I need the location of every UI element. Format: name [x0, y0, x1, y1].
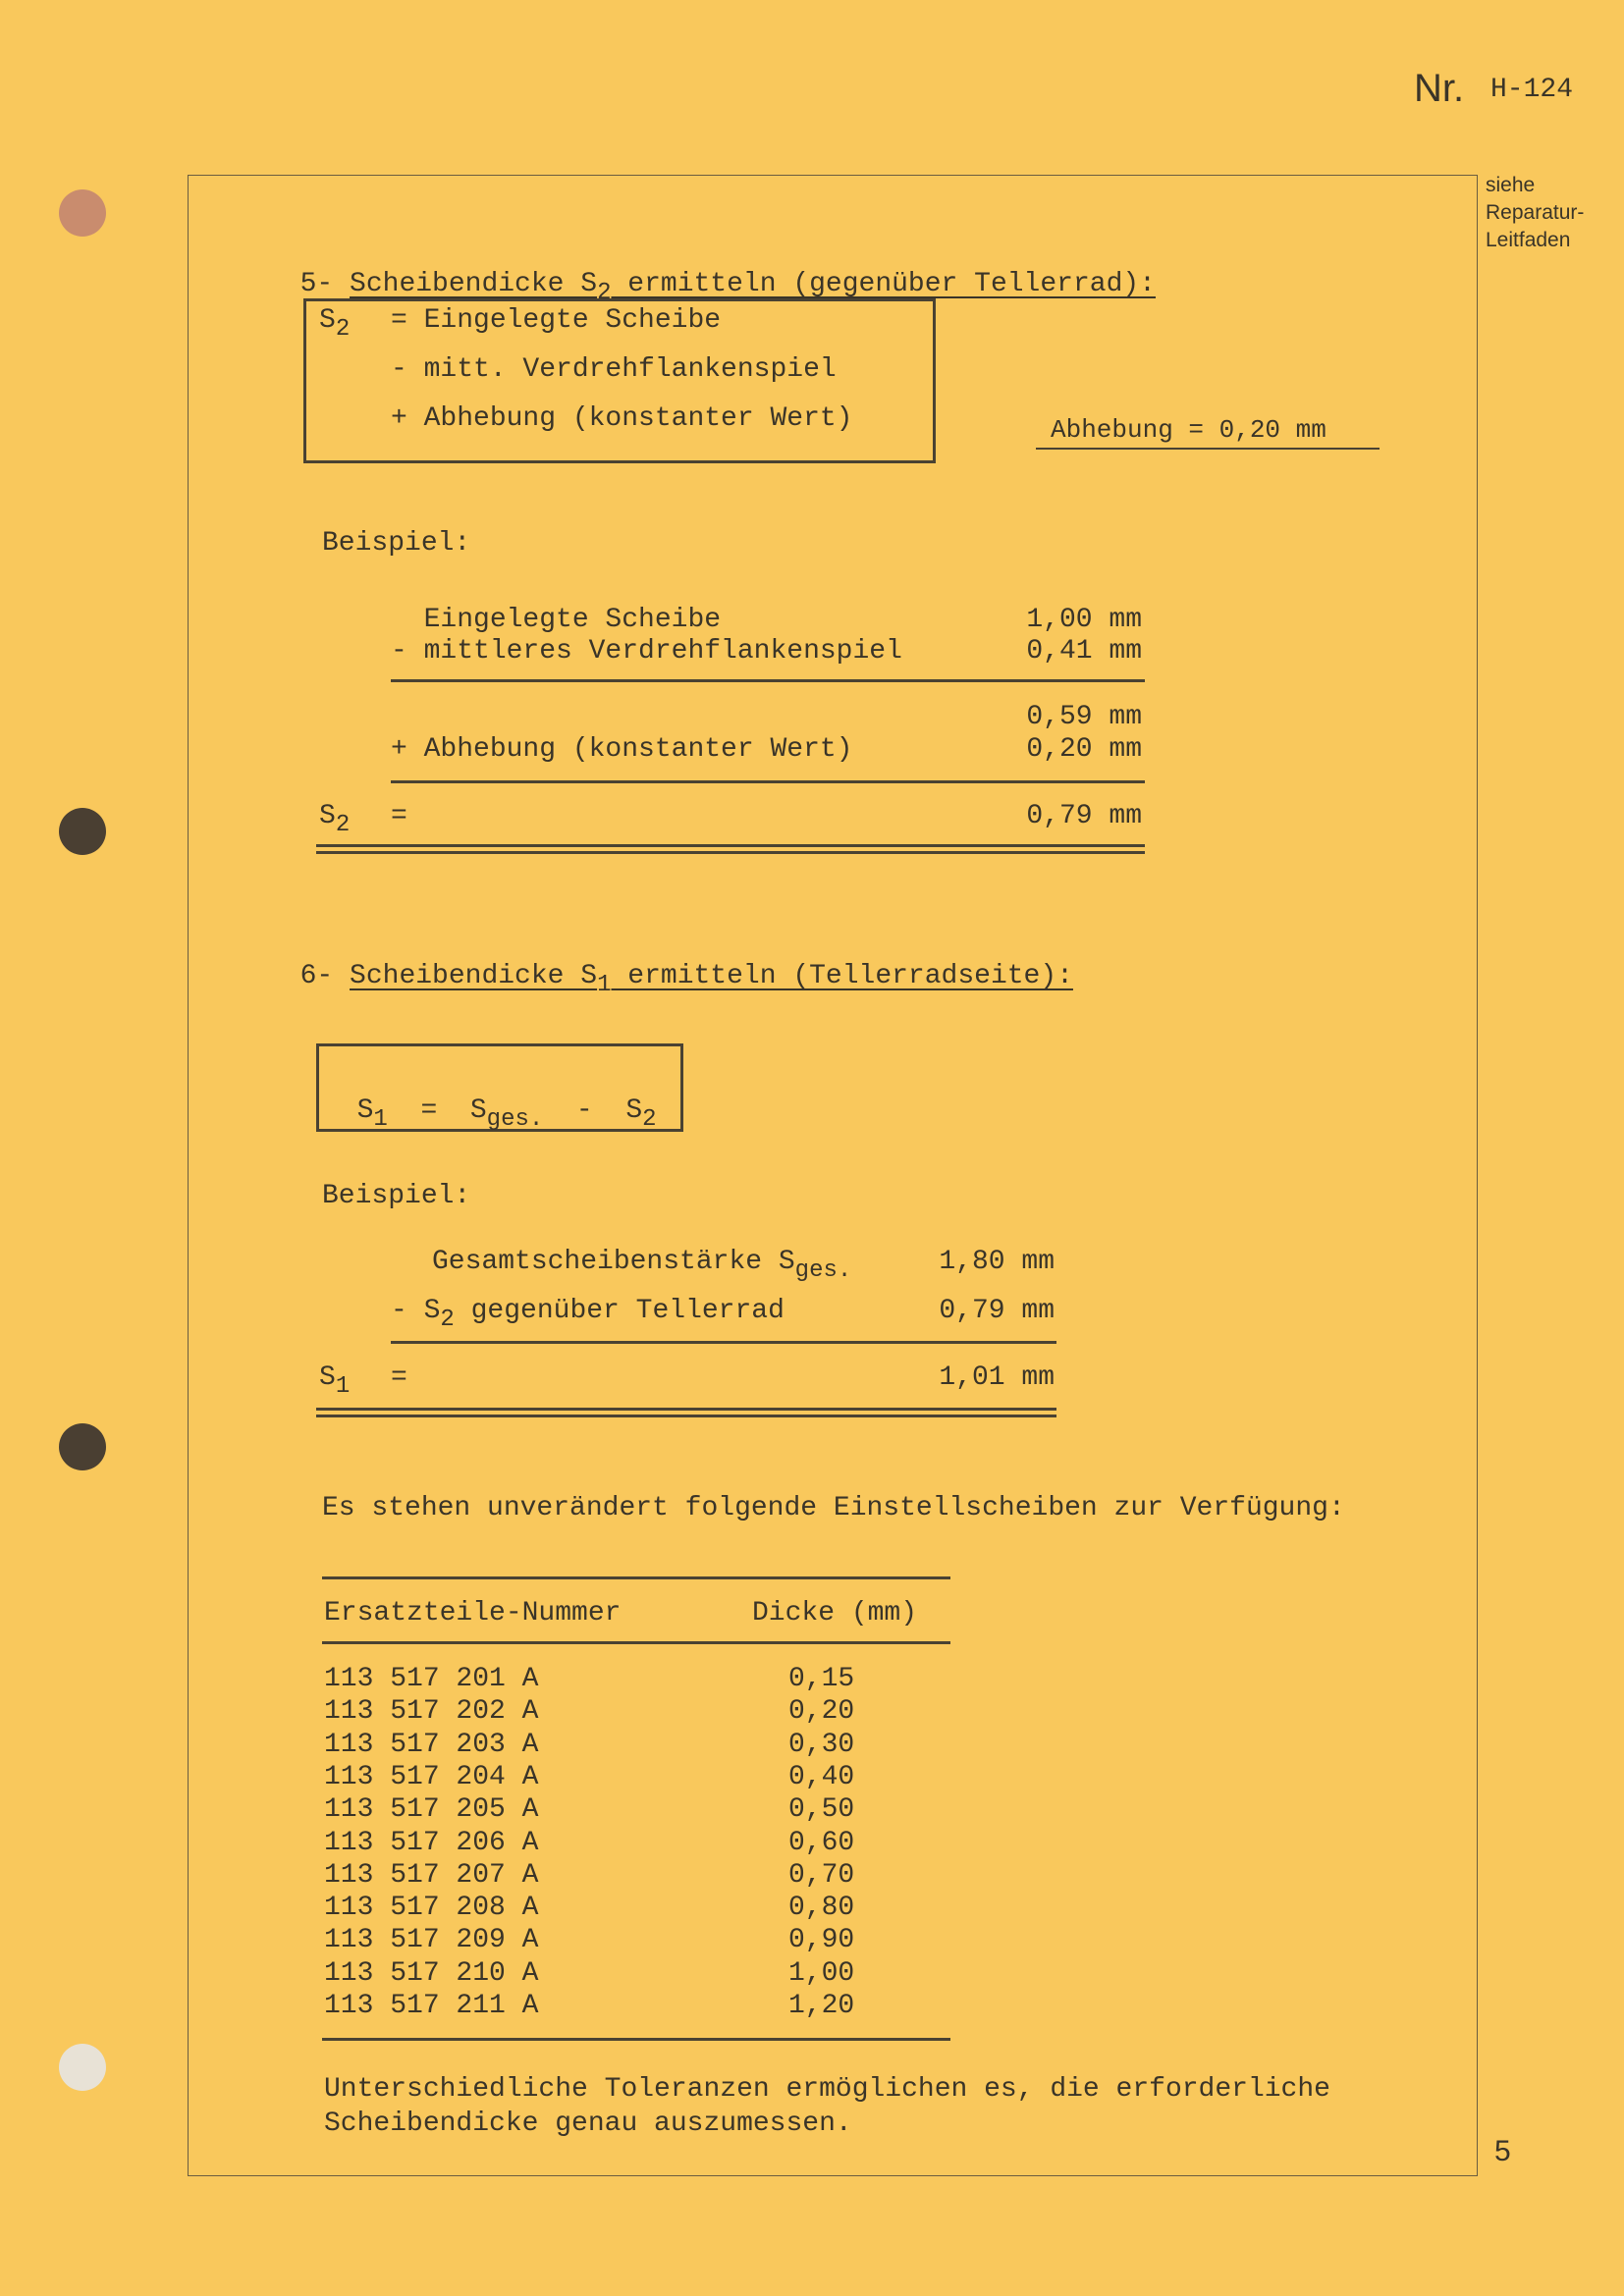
section-6-title — [267, 935, 1073, 997]
table-cell-part-number: 113 517 207 A — [324, 1859, 539, 1891]
table-cell-part-number: 113 517 204 A — [324, 1761, 539, 1792]
result-double-line — [316, 851, 1145, 854]
example6-row2-label: - $S_2$ gegenüber Tellerrad — [391, 1296, 785, 1333]
table-cell-part-number: 113 517 206 A — [324, 1827, 539, 1858]
table-header-rule — [322, 1641, 950, 1644]
example-row-value: 0,59 mm — [1026, 702, 1142, 732]
punch-hole-middle — [59, 808, 106, 855]
result-double-line — [316, 1415, 1056, 1417]
side-note-line: Leitfaden — [1486, 229, 1571, 251]
example-row-label: - mittleres Verdrehflankenspiel — [391, 636, 902, 667]
section-5-number: 5- — [299, 269, 351, 299]
example-row-label: + Abhebung (konstanter Wert) — [391, 734, 853, 765]
footer-line: Unterschiedliche Toleranzen ermöglichen es, die erforderliche — [324, 2074, 1330, 2105]
side-note-line: siehe — [1486, 174, 1536, 196]
table-cell-thickness: 0,60 — [788, 1827, 855, 1858]
formula-s2-line3: + Abhebung (konstanter Wert) — [391, 403, 853, 434]
result-s1-equals: = — [391, 1362, 407, 1393]
punch-hole-lower — [59, 1423, 106, 1470]
subtotal-line — [391, 1341, 1056, 1344]
doc-number-label: Nr. — [1414, 67, 1465, 110]
table-cell-part-number: 113 517 201 A — [324, 1664, 539, 1694]
section-6-number: 6- — [299, 961, 351, 991]
table-cell-part-number: 113 517 202 A — [324, 1696, 539, 1728]
table-cell-part-number: 113 517 211 A — [324, 1991, 539, 2021]
formula-s2-symbol: $S_2$ — [319, 305, 351, 343]
table-cell-thickness: 0,15 — [788, 1664, 855, 1694]
result-s1-symbol: $S_1$ — [319, 1362, 351, 1400]
table-cell-part-number: 113 517 203 A — [324, 1729, 539, 1760]
side-note — [1486, 172, 1584, 254]
punch-hole-bottom — [59, 2044, 106, 2091]
doc-number-value: H-124 — [1490, 75, 1574, 105]
table-cell-part-number: 113 517 210 A — [324, 1957, 539, 1989]
table-cell-thickness: 0,70 — [788, 1859, 855, 1891]
example-row-value: 0,41 mm — [1026, 636, 1142, 667]
table-cell-thickness: 0,50 — [788, 1794, 855, 1826]
result-s2-value: 0,79 mm — [1026, 801, 1142, 831]
abhebung-underline — [1036, 448, 1380, 450]
example-label-5: Beispiel: — [322, 528, 471, 559]
formula-s2-line2: - mitt. Verdrehflankenspiel — [391, 354, 837, 385]
table-top-rule — [322, 1576, 950, 1579]
table-cell-part-number: 113 517 205 A — [324, 1794, 539, 1826]
table-bottom-rule — [322, 2038, 950, 2041]
subtotal-line — [391, 679, 1145, 682]
formula-s1: $S_1 = S_{ges.} - S_2$ — [356, 1095, 657, 1133]
example6-row2-value: 0,79 mm — [939, 1296, 1055, 1326]
section-5-heading: Scheibendicke $S_2$ ermitteln (gegenüber Tellerrad): — [350, 269, 1156, 306]
section-6-heading: Scheibendicke $S_1$ ermitteln (Tellerradseite): — [350, 961, 1073, 998]
table-cell-part-number: 113 517 209 A — [324, 1925, 539, 1956]
side-note-line: Reparatur- — [1486, 201, 1585, 224]
example6-row1-value: 1,80 mm — [939, 1247, 1055, 1277]
example-row-value: 0,20 mm — [1026, 734, 1142, 765]
result-double-line — [316, 844, 1145, 847]
result-double-line — [316, 1408, 1056, 1411]
table-cell-thickness: 1,20 — [788, 1991, 855, 2021]
punch-hole-top — [59, 189, 106, 237]
result-s2-symbol: $S_2$ — [319, 801, 351, 838]
table-cell-thickness: 0,30 — [788, 1729, 855, 1760]
table-cell-thickness: 0,40 — [788, 1761, 855, 1792]
table-cell-thickness: 0,80 — [788, 1893, 855, 1924]
section-5-title — [267, 243, 1156, 305]
result-s1-value: 1,01 mm — [939, 1362, 1055, 1393]
table-cell-thickness: 0,20 — [788, 1696, 855, 1728]
table-cell-thickness: 1,00 — [788, 1957, 855, 1989]
shims-intro: Es stehen unverändert folgende Einstellscheiben zur Verfügung: — [322, 1493, 1345, 1523]
table-cell-part-number: 113 517 208 A — [324, 1893, 539, 1924]
footer-line: Scheibendicke genau auszumessen. — [324, 2109, 852, 2139]
formula-s2-line1: = Eingelegte Scheibe — [391, 305, 722, 336]
example6-row1-label: Gesamtscheibenstärke $S_{ges.}$ — [432, 1247, 852, 1284]
table-header-part-number: Ersatzteile-Nummer — [324, 1598, 622, 1629]
total-line — [391, 780, 1145, 783]
example-row-value: 1,00 mm — [1026, 605, 1142, 635]
table-cell-thickness: 0,90 — [788, 1925, 855, 1956]
result-s2-equals: = — [391, 801, 407, 831]
example-row-label: Eingelegte Scheibe — [391, 605, 722, 635]
page-number: 5 — [1494, 2135, 1511, 2167]
abhebung-note: Abhebung = 0,20 mm — [1051, 415, 1326, 445]
table-header-thickness: Dicke (mm) — [752, 1598, 918, 1629]
example-label-6: Beispiel: — [322, 1181, 471, 1211]
